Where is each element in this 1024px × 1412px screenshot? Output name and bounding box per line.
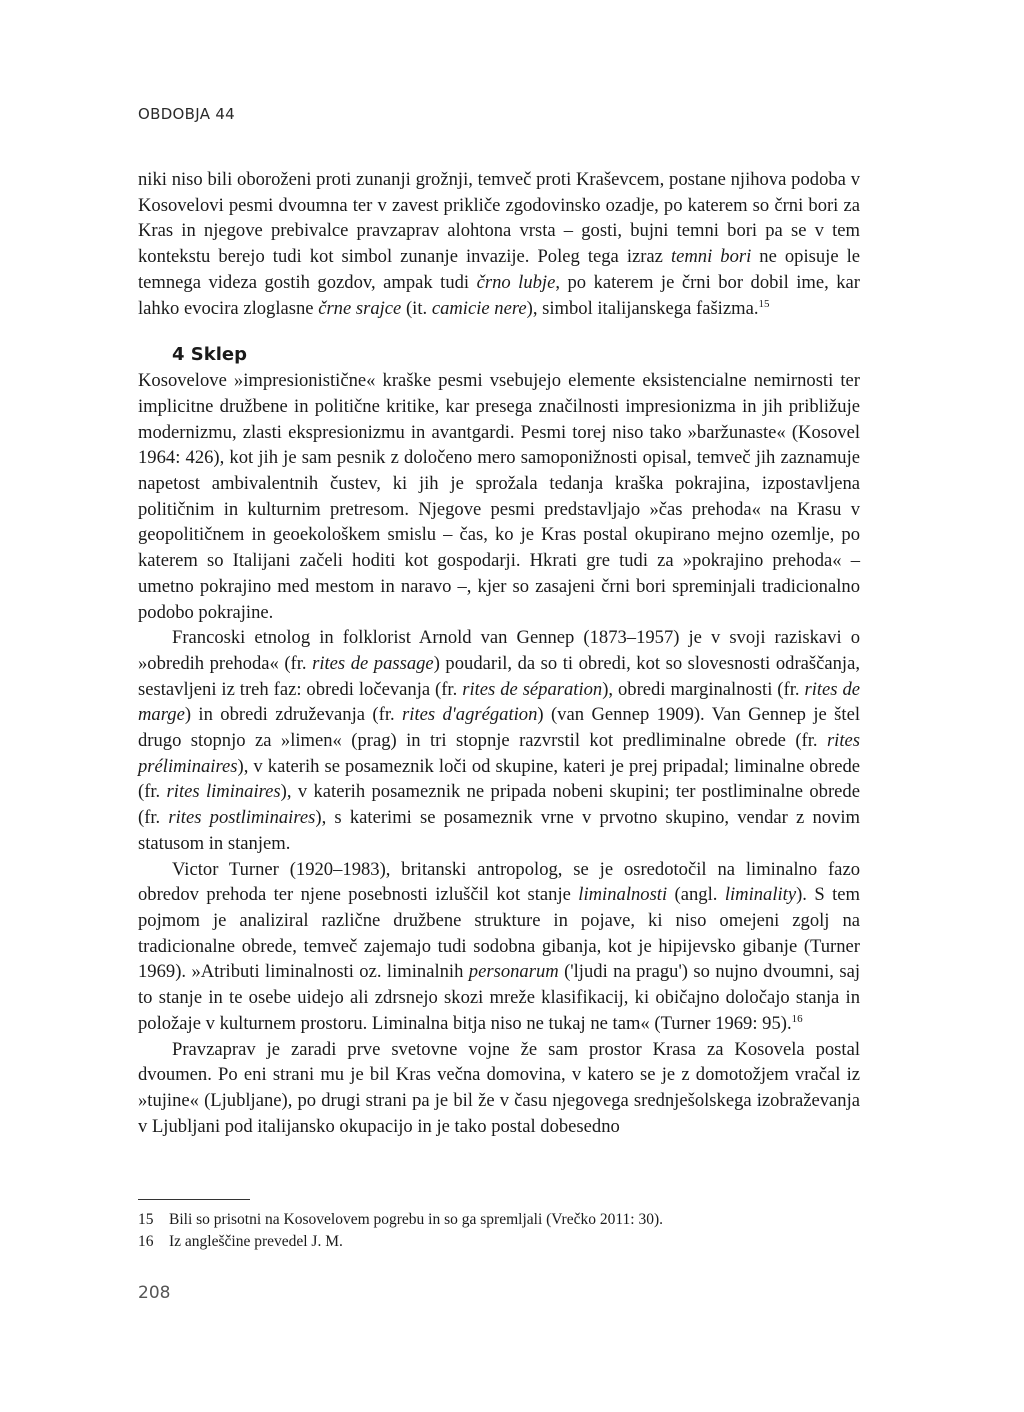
footnotes (138, 1209, 860, 1253)
text-run: ), obredi marginalnosti (fr. (602, 678, 805, 700)
text-run: (angl. (667, 884, 725, 906)
footnote-rule (138, 1199, 250, 1200)
italic-text: rites de marge (138, 678, 860, 726)
text-run: Victor Turner (1920–1983), britanski antropolog, se je osredotočil na liminalno fazo obredov prehoda ter njene posebnosti izluščil kot stanje (138, 858, 860, 906)
running-head: OBDOBJA 44 (138, 105, 236, 123)
italic-text: rites d'agrégation (402, 704, 538, 726)
footnote-number: 16 (138, 1233, 154, 1250)
text-run: ne opisuje le temnega videza gostih gozdov, ampak tudi (138, 246, 860, 293)
text-run: niki niso bili oboroženi proti zunanji grožnji, temveč proti Kraševcem, postane njihova podoba v Kosovelovi pesmi dvoumna ter v zavest prikliče zgodovinsko ozadje, po katerem so črni bori za Kras in njegove prebivalce pravzaprav alohtona vrsta – gosti, bujni temni bori pa se v tem kontekstu berejo tudi kot simbol zunanje invazije. Poleg tega izraz (138, 169, 860, 268)
footnote (138, 1231, 860, 1253)
paragraph (138, 1037, 860, 1140)
text-run: ), s katerimi se posameznik vrne v prvotno skupino, vendar z novim statusom in stanjem. (138, 807, 860, 854)
italic-text: liminalnosti (578, 884, 668, 906)
text-run: ('ljudi na pragu') so nujno dvoumni, saj to stanje in te osebe uidejo ali zdrsnejo skozi mreže klasifikacij, ki običajno določajo stanja in položaje v kulturnem prostoru. Liminalna bitja niso ne tukaj ne tam« (Turner 1969: 95). (138, 961, 860, 1034)
italic-text: camicie nere (431, 297, 527, 319)
italic-text: temni bori (670, 246, 752, 268)
italic-text: personarum (468, 961, 559, 983)
footnote-text: Iz angleščine prevedel J. M. (169, 1233, 343, 1250)
text-run: ) poudaril, da so ti obredi, kot so slovesnosti odraščanja, sestavljeni iz treh faz: obredi ločevanja (fr. (138, 652, 860, 700)
italic-text: liminality (724, 884, 797, 906)
italic-text: rites postliminaires (168, 807, 316, 829)
text-run: ), v katerih posameznik ne pripada nobeni skupini; ter postliminalne obrede (fr. (138, 781, 860, 829)
section-heading: 4 Sklep (172, 344, 247, 366)
text-run: Francoski etnolog in folklorist Arnold van Gennep (1873–1957) je v svoji raziskavi o »obredih prehoda« (fr. (138, 627, 860, 674)
text-run: , po katerem je črni bor dobil ime, kar lahko evocira zloglasne (138, 271, 860, 319)
footnote-ref: 15 (758, 297, 770, 310)
italic-text: črno lubje (476, 271, 556, 293)
footnote-text: Bili so prisotni na Kosovelovem pogrebu in so ga spremljali (Vrečko 2011: 30). (169, 1211, 663, 1228)
paragraph (138, 625, 860, 856)
italic-text: rites de séparation (462, 678, 603, 700)
text-run: (it. (401, 297, 432, 319)
text-run: ) (van Gennep 1909). Van Gennep je štel drugo stopnjo za »limen« (prag) in tri stopnje razvrstil kot predliminalne obrede (fr. (138, 704, 860, 752)
text-run: ), simbol italijanskega fašizma. (526, 297, 759, 319)
text-run: ) in obredi združevanja (fr. (184, 704, 403, 726)
italic-text: rites liminaires (166, 781, 281, 803)
paragraph (138, 857, 860, 1037)
text-run: Kosovelove »impresionistične« kraške pesmi vsebujejo elemente eksistencialne nemirnosti ter implicitne družbene in politične kritike, kar presega značilnosti impresionizma in jih približuje modernizmu, zlasti ekspresionizmu in avantgardi. Pesmi torej niso tako »baržunaste« (Kosovel 1964: 426), kot jih je sam pesnik z določeno mero samoponižnosti opisal, temveč jih zaznamuje napetost ambivalentnih čustev, ki jih je sprožala tedanja kraška pokrajina, izpostavljena političnim in kulturnim pretresom. Njegove pesmi predstavljajo »čas prehoda« na Krasu v geopolitičnem in geoekološkem smislu – čas, ko je Kras postal okupirano mejno ozemlje, po katerem so Italijani začeli hoditi kot gospodarji. Hkrati gre tudi za »pokrajino prehoda« – umetno pokrajino med mestom in naravo –, kjer so zasajeni črni bori spreminjali tradicionalno podobo pokrajine. (138, 370, 860, 623)
text-run: Pravzaprav je zaradi prve svetovne vojne že sam prostor Krasa za Kosovela postal dvoumen. Po eni strani mu je bil Kras večna domovina, v katero se je z domotožjem vračal iz »tujine« (Ljubljane), po drugi strani pa je bil že v času njegovega srednješolskega izobraževanja v Ljubljani pod italijansko okupacijo in je tako postal dobesedno (138, 1038, 860, 1137)
italic-text: rites préliminaires (138, 730, 860, 777)
body-text (138, 167, 860, 1139)
page-number: 208 (138, 1283, 171, 1303)
footnote-ref: 16 (791, 1012, 803, 1025)
text-run: ). S tem pojmom je analiziral različne družbene strukture in pojave, ki niso omejeni zgolj na tradicionalne obrede, temveč zajemajo tudi sodobna gibanja, kot je hipijevsko gibanje (Turner 1969). »Atributi liminalnosti oz. liminalnih (138, 884, 860, 983)
italic-text: rites de passage (312, 652, 434, 674)
paragraph (138, 368, 860, 625)
text-run: ), v katerih se posameznik loči od skupine, kateri je prej pripadal; liminalne obrede (fr. (138, 755, 860, 803)
footnote-number: 15 (138, 1211, 154, 1228)
paragraph (138, 167, 860, 321)
footnote (138, 1209, 860, 1231)
italic-text: črne srajce (318, 297, 402, 319)
